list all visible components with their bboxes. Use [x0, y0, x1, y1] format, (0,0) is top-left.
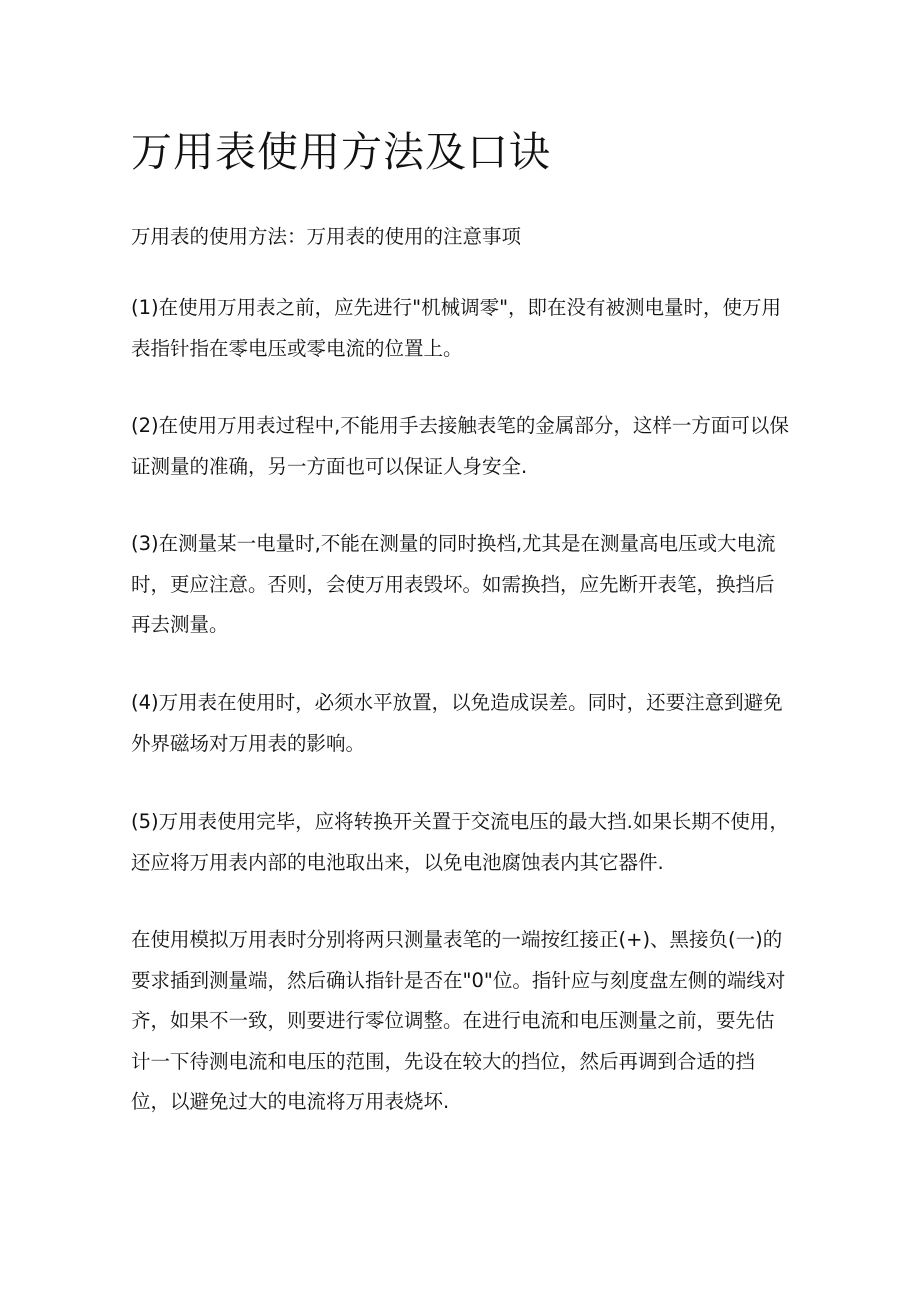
paragraph-3: (3)在测量某一电量时,不能在测量的同时换档,尤其是在测量高电压或大电流时，更应注意。否则，会使万用表毁坏。如需换挡，应先断开表笔，换挡后再去测量。 — [131, 532, 776, 636]
paragraph-6: 在使用模拟万用表时分别将两只测量表笔的一端按红接正(+)、黑接负(一)的要求插到测量端，然后确认指针是否在"0"位。指针应与刻度盘左侧的端线对齐，如果不一致，则要进行零位调整。在进行电流和电压测量之前，要先估计一下待测电流和电压的范围，先设在较大的挡位，然后再调到合适的挡位，以避免过大的电流将万用表烧坏. — [131, 928, 786, 1113]
paragraph-1: (1)在使用万用表之前，应先进行"机械调零"，即在没有被测电量时，使万用表指针指在零电压或零电流的位置上。 — [131, 296, 782, 360]
paragraph-5: (5)万用表使用完毕，应将转换开关置于交流电压的最大挡.如果长期不使用，还应将万用表内部的电池取出来，以免电池腐蚀表内其它器件. — [131, 810, 789, 874]
document-title: 万用表使用方法及口诀 — [131, 128, 551, 176]
document-subtitle: 万用表的使用方法：万用表的使用的注意事项 — [131, 225, 522, 248]
paragraph-4: (4)万用表在使用时，必须水平放置，以免造成误差。同时，还要注意到避免外界磁场对万用表的影响。 — [131, 691, 783, 755]
paragraph-2: (2)在使用万用表过程中,不能用手去接触表笔的金属部分，这样一方面可以保证测量的准确，另一方面也可以保证人身安全. — [131, 414, 789, 478]
